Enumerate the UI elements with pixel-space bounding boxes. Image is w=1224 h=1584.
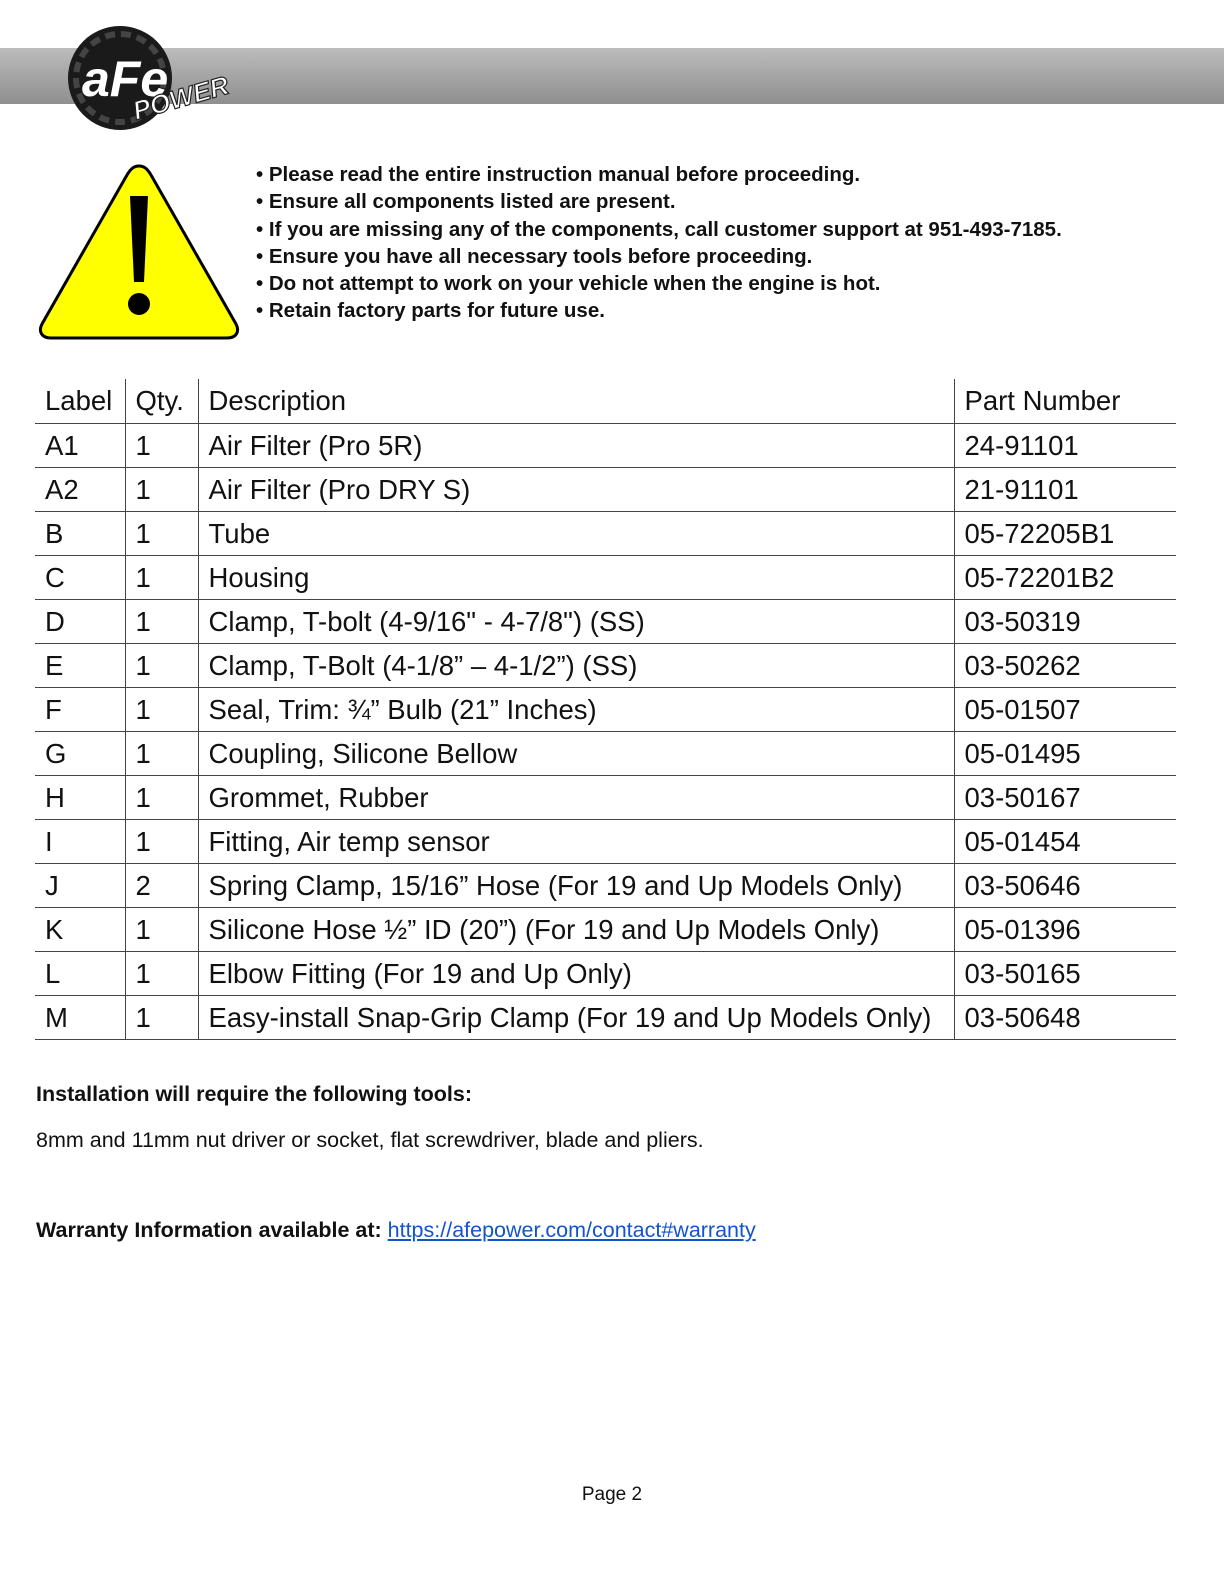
row-part-number: 03-50319 [954,600,1176,644]
row-label: C [35,556,125,600]
row-part-number: 03-50648 [954,996,1176,1040]
notice-item: • Ensure all components listed are present. [256,188,1062,215]
row-label: G [35,732,125,776]
table-row [35,952,1176,996]
tools-list-text: 8mm and 11mm nut driver or socket, flat screwdriver, blade and pliers. [36,1128,704,1152]
column-header-description: Description [198,379,954,424]
row-label: A2 [35,468,125,512]
notice-item: • Please read the entire instruction manual before proceeding. [256,161,1062,188]
row-qty: 1 [125,512,198,556]
row-part-number: 05-72205B1 [954,512,1176,556]
warranty-info [36,1218,756,1243]
table-row [35,424,1176,468]
row-label: D [35,600,125,644]
row-description: Easy-install Snap-Grip Clamp (For 19 and Up Models Only) [198,996,954,1040]
row-qty: 1 [125,820,198,864]
row-qty: 1 [125,908,198,952]
warranty-link[interactable]: https://afepower.com/contact#warranty [387,1218,756,1242]
row-part-number: 21-91101 [954,468,1176,512]
table-row [35,644,1176,688]
table-row [35,468,1176,512]
row-description: Clamp, T-bolt (4-9/16" - 4-7/8") (SS) [198,600,954,644]
row-part-number: 05-01454 [954,820,1176,864]
row-label: I [35,820,125,864]
row-part-number: 05-01396 [954,908,1176,952]
afe-power-logo [62,20,242,135]
row-label: K [35,908,125,952]
row-description: Fitting, Air temp sensor [198,820,954,864]
row-description: Housing [198,556,954,600]
row-qty: 1 [125,996,198,1040]
safety-notice-list [256,161,1062,325]
row-part-number: 03-50165 [954,952,1176,996]
row-description: Coupling, Silicone Bellow [198,732,954,776]
row-label: M [35,996,125,1040]
page-number: Page 2 [581,1484,643,1505]
tools-heading: Installation will require the following tools: [36,1082,472,1106]
table-row [35,864,1176,908]
row-part-number: 03-50262 [954,644,1176,688]
table-row [35,820,1176,864]
row-part-number: 03-50646 [954,864,1176,908]
notice-item: • Do not attempt to work on your vehicle when the engine is hot. [256,270,1062,297]
table-row [35,556,1176,600]
row-label: E [35,644,125,688]
table-row [35,732,1176,776]
row-description: Spring Clamp, 15/16” Hose (For 19 and Up Models Only) [198,864,954,908]
warning-triangle-icon [34,158,244,344]
table-header-row [35,379,1176,424]
exclamation-dot [128,293,150,315]
row-description: Tube [198,512,954,556]
row-qty: 1 [125,732,198,776]
row-description: Clamp, T-Bolt (4-1/8” – 4-1/2”) (SS) [198,644,954,688]
row-part-number: 03-50167 [954,776,1176,820]
row-qty: 1 [125,776,198,820]
row-qty: 2 [125,864,198,908]
table-row [35,512,1176,556]
row-description: Grommet, Rubber [198,776,954,820]
row-qty: 1 [125,688,198,732]
row-qty: 1 [125,952,198,996]
logo-text-main: aFe [82,51,169,107]
parts-list-table [35,379,1176,1040]
row-qty: 1 [125,600,198,644]
row-part-number: 24-91101 [954,424,1176,468]
row-label: B [35,512,125,556]
row-label: J [35,864,125,908]
row-label: H [35,776,125,820]
logo-text-sub: POWER [129,69,233,126]
column-header-label: Label [35,379,125,424]
row-description: Silicone Hose ½” ID (20”) (For 19 and Up Models Only) [198,908,954,952]
table-row [35,600,1176,644]
row-label: L [35,952,125,996]
row-description: Seal, Trim: ¾” Bulb (21” Inches) [198,688,954,732]
row-description: Air Filter (Pro DRY S) [198,468,954,512]
row-label: F [35,688,125,732]
row-qty: 1 [125,424,198,468]
notice-item: • If you are missing any of the components, call customer support at 951-493-7185. [256,216,1062,243]
warranty-label: Warranty Information available at: [36,1218,382,1242]
column-header-qty: Qty. [125,379,198,424]
row-label: A1 [35,424,125,468]
notice-item: • Ensure you have all necessary tools before proceeding. [256,243,1062,270]
row-part-number: 05-01507 [954,688,1176,732]
table-row [35,688,1176,732]
row-description: Elbow Fitting (For 19 and Up Only) [198,952,954,996]
column-header-part-number: Part Number [954,379,1176,424]
row-part-number: 05-72201B2 [954,556,1176,600]
table-row [35,908,1176,952]
row-description: Air Filter (Pro 5R) [198,424,954,468]
table-row [35,996,1176,1040]
row-part-number: 05-01495 [954,732,1176,776]
row-qty: 1 [125,468,198,512]
row-qty: 1 [125,644,198,688]
notice-item: • Retain factory parts for future use. [256,297,1062,324]
table-row [35,776,1176,820]
row-qty: 1 [125,556,198,600]
